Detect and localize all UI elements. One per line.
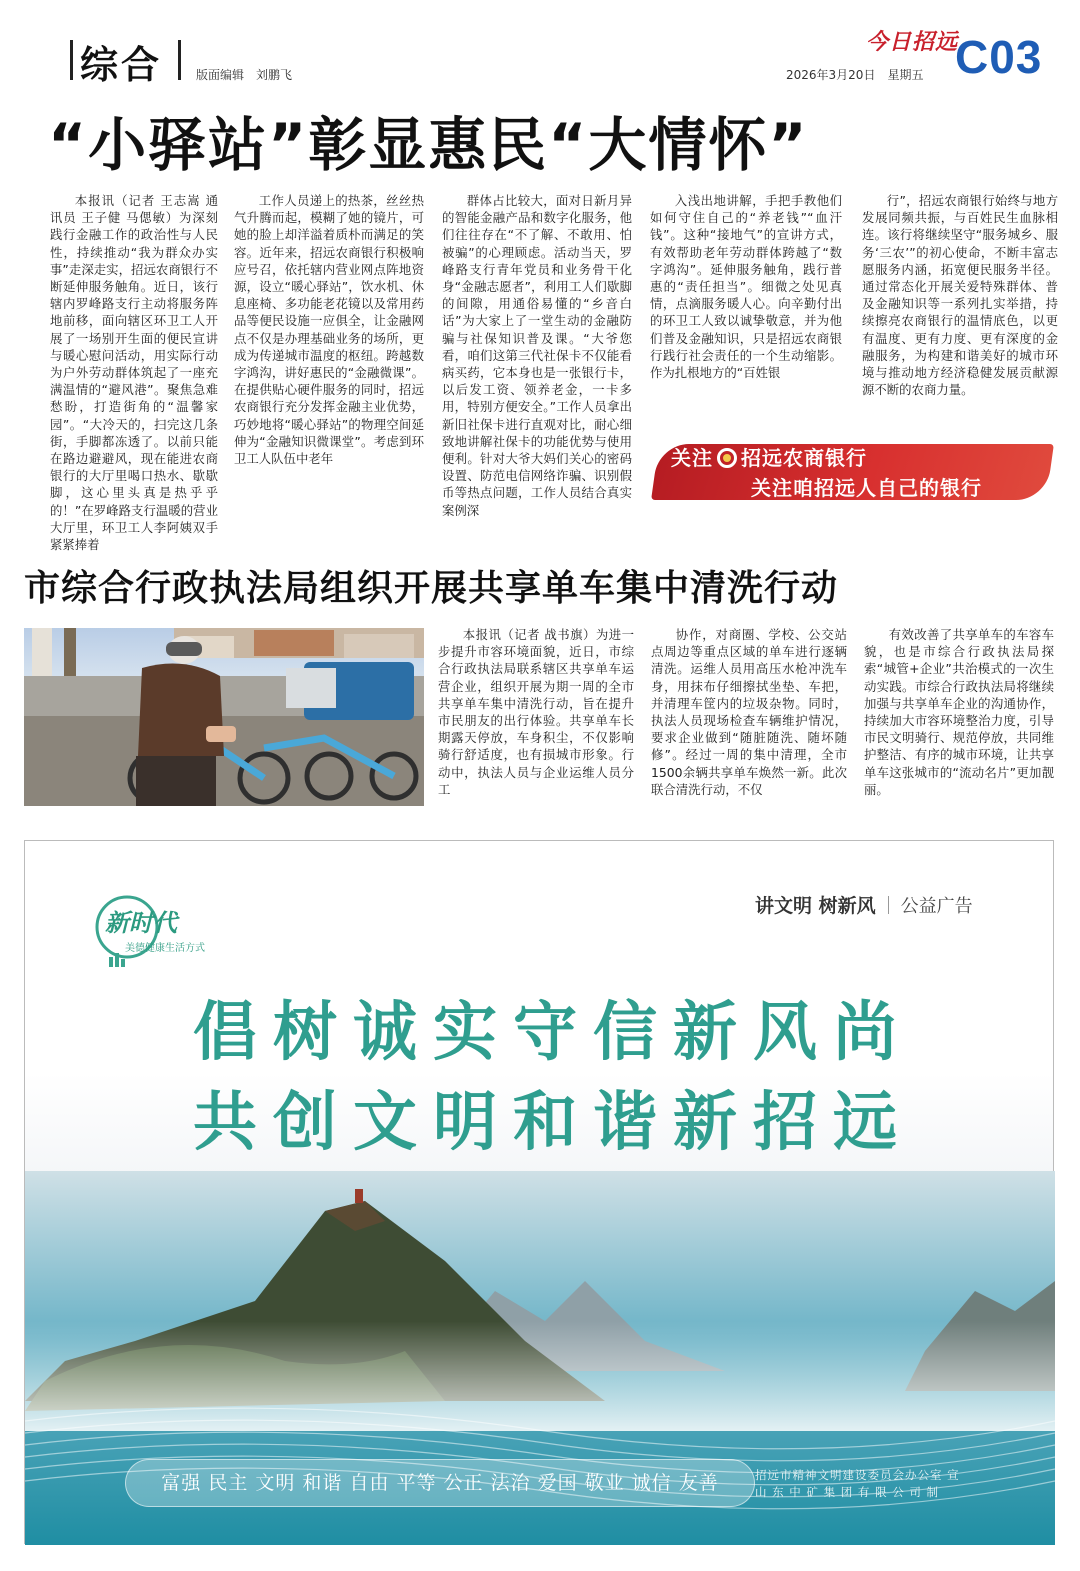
article1-text: 群体占比较大，面对日新月异的智能金融产品和数字化服务，他们往往存在“不了解、不敢用、怕被骗”的心理顾虑。活动当天，罗峰路支行青年党员和业务骨干化身“金融志愿者”，利用工人们歇脚的间隙，用通俗易懂的“乡音白话”为大家上了一堂生动的金融防骗与社保知识普及课。“大爷您看，咱们这第三代社保卡不仅能看病买药，它本身也是一张银行卡，以后发工资、领养老金，一卡多用，特别方便安全。”工作人员拿出新旧社保卡进行直观对比，耐心细致地讲解社保卡的功能优势与使用便利。针对大爷大妈们关心的密码设置、防范电信网络诈骗、识别假币等热点问题，工作人员结合真实案例深 [442,193,632,518]
public-service-ad [24,840,1054,1544]
ad-tag: 公益广告 [900,896,973,917]
article1-headline: “小驿站”彰显惠民“大情怀” [48,111,809,179]
bank-name: 招远农商银行 [741,446,867,470]
article1-text: 行”，招远农商银行始终与地方发展同频共振，与百姓民生血脉相连。该行将继续坚守“服务城乡、服务‘三农’”的初心使命，不断丰富志愿服务内涵，拓宽便民服务半径。通过常态化开展关爱特殊群体、普及金融知识等一系列扎实举措，持续擦亮农商银行的温情底色，以更有温度、更有力度、更有深度的金融服务，为构建和谐美好的城市环境与推动地方经济稳健发展贡献源源不断的农商力量。 [862,193,1058,398]
article2-text: 有效改善了共享单车的车容车貌，也是市综合行政执法局探索“城管+企业”共治模式的一次生动实践。市综合行政执法局将继续加强与共享单车企业的沟通协作，持续加大市容环境整治力度，引导市民文明骑行、规范停放，共同维护整洁、有序的城市环境，让共享单车这张城市的“流动名片”更加靓丽。 [864,627,1054,797]
bike-cleaning-photo [24,628,424,806]
header-divider [70,40,73,80]
page-number: C03 [955,31,1043,83]
ad-headline-2: 共创文明和谐新招远 [193,1086,913,1160]
article2-column-3 [864,626,1054,810]
bank-banner-line1 [671,442,867,471]
slogan-divider [888,896,889,914]
core-values-bar: 富强 民主 文明 和谐 自由 平等 公正 法治 爱国 敬业 诚信 友善 [125,1459,755,1507]
newspaper-logo: 今日招远 [866,29,959,55]
article1-text: 入浅出地讲解，手把手教他们如何守住自己的“养老钱”“血汗钱”。这种“接地气”的宣讲方式，有效帮助老年劳动群体跨越了“数字鸿沟”。延伸服务触角，践行普惠的“责任担当”。细微之处见真情，点滴服务暖人心。向辛勤付出的环卫工人致以诚挚敬意，并为他们普及金融知识，只是招远农商银行践行社会责任的一个生动缩影。作为扎根地方的“百姓银 [650,193,842,381]
article2-text: 本报讯（记者 战书旗）为进一步提升市容环境面貌，近日，市综合行政执法局联系辖区共享单车运营企业，组织开展为期一周的全市共享单车集中清洗行动，旨在提升市民朋友的出行体验。共享单车长期露天停放，车身积尘，不仅影响骑行舒适度，也有损城市形象。行动中，执法人员与企业运维人员分工 [438,627,634,797]
slogan-text: 讲文明 树新风 [755,895,876,917]
article2-headline: 市综合行政执法局组织开展共享单车集中清洗行动 [24,568,839,609]
ad-headline-1: 倡树诚实守信新风尚 [193,996,913,1070]
article1-text: 工作人员递上的热茶，丝丝热气升腾而起，模糊了她的镜片，可她的脸上却洋溢着质朴而满足的笑容。近年来，招远农商银行积极响应号召，依托辖内营业网点阵地资源，设立“暖心驿站”，饮水机、休息座椅、多功能老花镜以及常用药品等便民设施一应俱全，让金融网点不仅是办理基础业务的场所，更成为传递城市温度的枢纽。跨越数字鸿沟，讲好惠民的“金融微课”。在提供贴心硬件服务的同时，招远农商银行充分发挥金融主业优势，巧妙地将“暖心驿站”的物理空间延伸为“金融知识微课堂”。考虑到环卫工人队伍中老年 [234,193,424,467]
issue-date: 2026年3月20日 星期五 [786,68,924,82]
logo-subtitle: 美德健康生活方式 [125,943,205,954]
page-header [0,0,1080,95]
section-title: 综合 [80,43,163,87]
ad-credits [755,1467,960,1501]
header-divider [178,40,181,80]
layout-editor: 版面编辑 刘鹏飞 [196,68,293,82]
bank-emblem-icon [717,448,737,468]
ad-credit-issuer: 招远市精神文明建设委员会办公室 宣 [755,1468,960,1482]
bank-banner-line2: 关注咱招远人自己的银行 [751,476,982,500]
ad-slogan [755,891,973,918]
ad-credit-producer: 山 东 中 矿 集 团 有 限 公 司 制 [755,1485,940,1499]
article1-column-1 [50,192,218,553]
banner-prefix: 关注 [671,446,713,470]
article2-text: 协作，对商圈、学校、公交站点周边等重点区域的单车进行逐辆清洗。运维人员用高压水枪冲洗车身，用抹布仔细擦拭坐垫、车把，并清理车筐内的垃圾杂物。同时，执法人员现场检查车辆维护情况，要求企业做到“随脏随洗、随坏随修”。经过一周的集中清理，全市1500余辆共享单车焕然一新。此次联合清洗行动，不仅 [651,627,847,797]
article1-column-5 [862,192,1058,402]
logo-title: 新时代 [105,908,177,937]
article2-body [438,626,1058,810]
article2-column-2 [651,626,847,810]
bank-ad-banner [655,438,1050,506]
new-era-logo [97,891,237,975]
article1-column-3 [442,192,632,518]
article2-column-1 [438,626,634,810]
article1-text: 本报讯（记者 王志嵩 通讯员 王子健 马偲敏）为深刻践行金融工作的政治性与人民性，持续推动“我为群众办实事”走深走实，招远农商银行不断延伸服务触角。近日，该行辖内罗峰路支行主动将服务阵地前移，面向辖区环卫工人开展了一场别开生面的便民宣讲与暖心慰问活动，用实际行动为户外劳动群体筑起了一座充满温情的“避风港”。聚焦急难愁盼，打造街角的“温馨家园”。“大冷天的，扫完这几条街，手脚都冻透了。以前只能在路边避避风，现在能进农商银行的大厅里喝口热水、歇歇脚，这心里头真是热乎乎的！”在罗峰路支行温暖的营业大厅里，环卫工人李阿姨双手紧紧捧着 [50,193,218,553]
article1-column-2 [234,192,424,510]
article1-column-4 [650,192,842,402]
